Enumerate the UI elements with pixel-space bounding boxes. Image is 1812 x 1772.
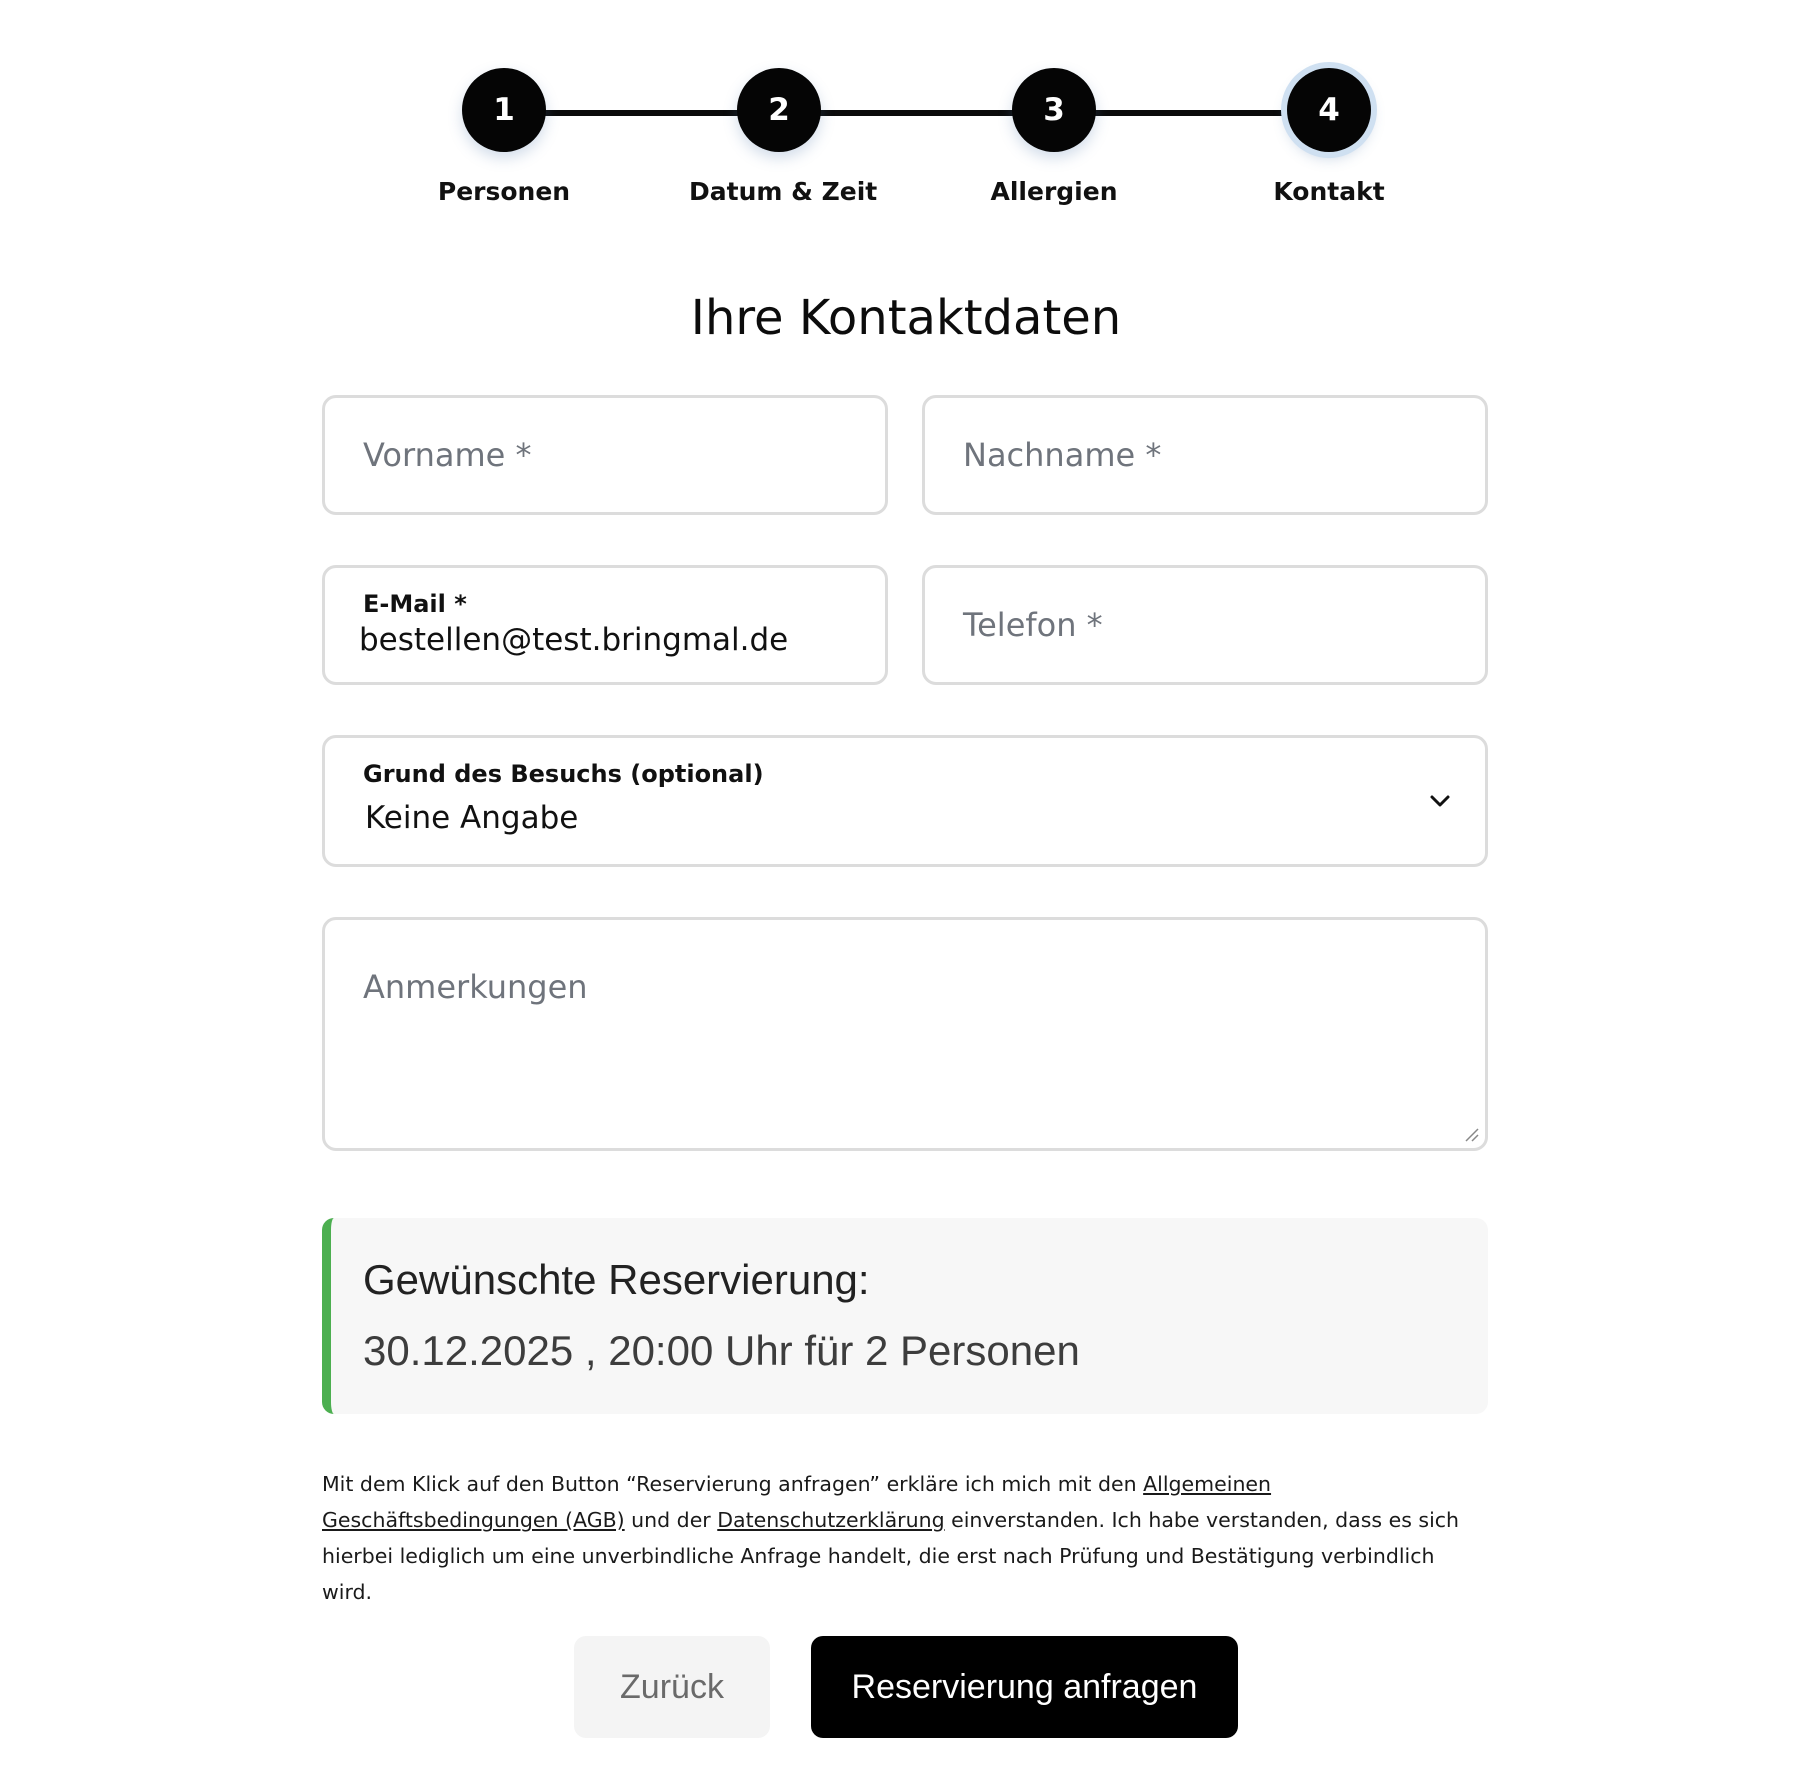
email-field[interactable]: [322, 565, 888, 685]
email-label: E-Mail *: [363, 590, 467, 618]
submit-reservation-button[interactable]: Reservierung anfragen: [811, 1636, 1238, 1738]
legal-text-2: und der: [624, 1508, 718, 1532]
step-label: Allergien: [990, 177, 1118, 206]
step-number: 1: [462, 68, 546, 152]
stepper-line: [492, 110, 1318, 116]
summary-details: 30.12.2025 , 20:00 Uhr für 2 Personen: [363, 1327, 1080, 1374]
visit-reason-label: Grund des Besuchs (optional): [363, 760, 764, 788]
phone-field[interactable]: [922, 565, 1488, 685]
step-label: Personen: [437, 177, 571, 206]
legal-notice: [322, 1466, 1488, 1610]
reservation-summary: [322, 1218, 1488, 1414]
step-label: Kontakt: [1273, 177, 1385, 206]
visit-reason-select[interactable]: [322, 735, 1488, 867]
step-allergien[interactable]: [964, 68, 1144, 206]
chevron-down-icon: [1429, 790, 1451, 812]
privacy-link[interactable]: Datenschutzerklärung: [717, 1508, 945, 1532]
first-name-placeholder: Vorname *: [363, 436, 532, 474]
step-datum-zeit[interactable]: [689, 68, 878, 206]
email-value: bestellen@test.bringmal.de: [359, 622, 789, 658]
step-number: 3: [1012, 68, 1096, 152]
legal-text-1: Mit dem Klick auf den Button “Reservierung anfragen” erkläre ich mich mit den: [322, 1472, 1144, 1496]
phone-placeholder: Telefon *: [963, 606, 1103, 644]
step-label: Datum & Zeit: [689, 177, 878, 206]
notes-placeholder: Anmerkungen: [363, 968, 588, 1006]
visit-reason-value: Keine Angabe: [365, 800, 579, 836]
notes-textarea[interactable]: [322, 917, 1488, 1151]
last-name-placeholder: Nachname *: [963, 436, 1162, 474]
agb-link[interactable]: Allgemeinen Geschäftsbedingungen (AGB): [322, 1472, 1272, 1532]
last-name-field[interactable]: [922, 395, 1488, 515]
step-number: 2: [737, 68, 821, 152]
back-button[interactable]: Zurück: [574, 1636, 770, 1738]
step-kontakt[interactable]: [1239, 68, 1419, 206]
step-personen[interactable]: [414, 68, 594, 206]
step-number: 4: [1287, 68, 1371, 152]
resize-handle-icon[interactable]: [1463, 1126, 1479, 1142]
legal-text-3: einverstanden. Ich habe verstanden, dass es sich hierbei lediglich um eine unverbindliche Anfrage handelt, die erst nach Prüfung und Bestätigung verbindlich wird.: [322, 1508, 1460, 1604]
progress-stepper: [430, 68, 1385, 218]
first-name-field[interactable]: [322, 395, 888, 515]
page-title: Ihre Kontaktdaten: [690, 290, 1122, 346]
summary-title: Gewünschte Reservierung:: [363, 1256, 870, 1303]
